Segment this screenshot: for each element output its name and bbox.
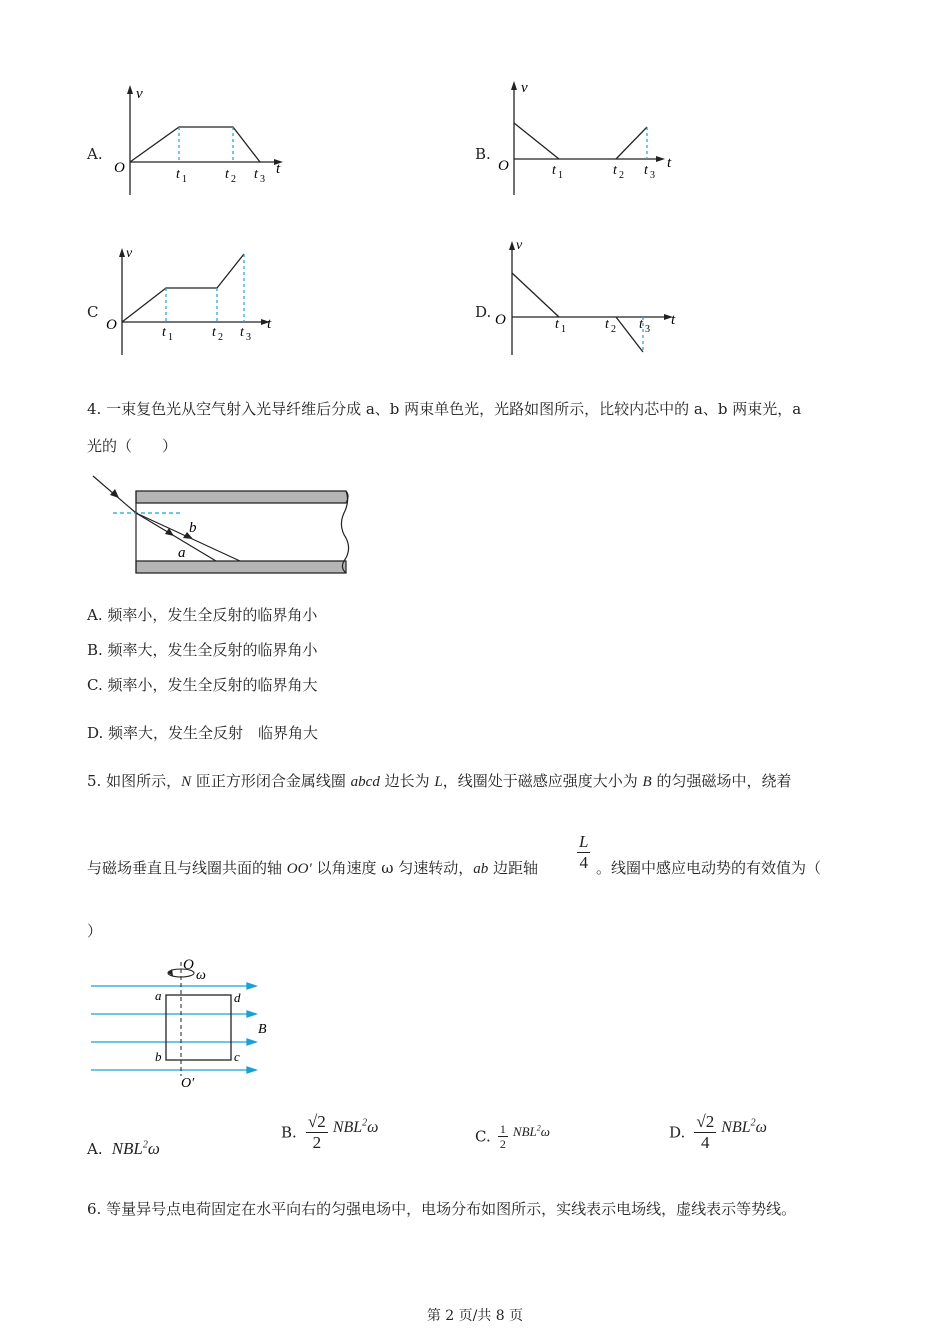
q6-stem: 6. 等量异号点电荷固定在水平向右的匀强电场中，电场分布如图所示，实线表示电场线，虚线表示等势线。 xyxy=(87,1200,797,1218)
svg-text:O: O xyxy=(106,317,117,333)
q5-coil-figure xyxy=(88,952,288,1092)
origin-label: O xyxy=(114,160,125,176)
q5-stem-line2: 与磁场垂直且与线圈共面的轴 OO′ 以角速度 ω 匀速转动，ab 边距轴 xyxy=(87,859,539,877)
svg-text:2: 2 xyxy=(231,174,236,185)
svg-text:3: 3 xyxy=(260,174,265,185)
svg-text:t: t xyxy=(667,155,672,171)
svg-text:c: c xyxy=(234,1049,240,1064)
svg-text:1: 1 xyxy=(558,170,563,181)
svg-text:d: d xyxy=(234,990,241,1005)
svg-text:3: 3 xyxy=(650,170,655,181)
q5-stem-line3: ） xyxy=(87,922,103,940)
svg-text:t: t xyxy=(639,317,643,332)
graph-a-label: A. xyxy=(87,145,103,163)
q4-option-b: B. 频率大，发生全反射的临界角小 xyxy=(87,641,318,659)
svg-text:1: 1 xyxy=(168,332,173,343)
q5-option-a: A. NBL$^2$ω xyxy=(87,1139,160,1158)
svg-text:ω: ω xyxy=(196,968,206,983)
graph-c xyxy=(100,240,290,360)
svg-text:2: 2 xyxy=(619,170,624,181)
graph-d xyxy=(492,235,692,360)
svg-text:O: O xyxy=(495,312,506,328)
graph-b xyxy=(490,75,690,200)
svg-text:t: t xyxy=(605,317,609,332)
svg-text:v: v xyxy=(126,246,133,261)
q5-fraction-l-over-4: $\frac{L}{4}$ xyxy=(579,832,589,872)
svg-text:O: O xyxy=(498,158,509,174)
q5-option-b: B. $\frac{√2}{2}$ NBL$^2$ω xyxy=(281,1112,379,1152)
svg-text:b: b xyxy=(155,1049,162,1064)
svg-text:t: t xyxy=(671,312,676,328)
svg-text:v: v xyxy=(516,238,523,253)
axis-v-label: v xyxy=(136,86,143,102)
graph-b-label: B. xyxy=(475,145,491,163)
q4-stem-line1: 4. 一束复色光从空气射入光导纤维后分成 a、b 两束单色光，光路如图所示，比较内芯中的 a、b 两束光，a xyxy=(87,400,802,418)
svg-text:t: t xyxy=(267,316,272,332)
svg-text:t: t xyxy=(162,325,166,340)
svg-text:B: B xyxy=(258,1022,267,1037)
svg-text:t: t xyxy=(212,325,216,340)
svg-text:1: 1 xyxy=(561,324,566,335)
svg-text:t: t xyxy=(644,163,648,178)
q5-stem-line1: 5. 如图所示，N 匝正方形闭合金属线圈 abcd 边长为 L，线圈处于磁感应强度大小为 B 的匀强磁场中，绕着 xyxy=(87,772,792,790)
graph-d-label: D. xyxy=(475,303,492,321)
q4-option-a: A. 频率小，发生全反射的临界角小 xyxy=(87,606,318,624)
svg-text:t: t xyxy=(613,163,617,178)
page-footer: 第 2 页/共 8 页 xyxy=(426,1308,524,1324)
t1-label: t xyxy=(176,167,180,182)
t2-label: t xyxy=(225,167,229,182)
svg-text:2: 2 xyxy=(611,324,616,335)
axis-t-label: t xyxy=(276,161,281,177)
svg-text:t: t xyxy=(240,325,244,340)
q4-stem-line2: 光的（ ） xyxy=(87,437,178,455)
q5-option-c: C. $\frac{1}{2}$ $^{NBL^2\omega}$ xyxy=(475,1122,550,1151)
svg-text:3: 3 xyxy=(246,332,251,343)
q5-option-d: D. $\frac{√2}{4}$ NBL$^2$ω xyxy=(669,1112,767,1152)
svg-text:t: t xyxy=(555,317,559,332)
svg-text:3: 3 xyxy=(645,324,650,335)
q4-fiber-figure xyxy=(88,468,358,580)
q4-option-d: D. 频率大，发生全反射 临界角大 xyxy=(87,724,319,742)
ray-b-label: b xyxy=(189,520,197,536)
svg-text:t: t xyxy=(552,163,556,178)
svg-text:a: a xyxy=(155,988,162,1003)
svg-text:O: O xyxy=(183,957,194,973)
graph-c-label: C xyxy=(87,303,99,321)
q5-stem-line2-end: 。线圈中感应电动势的有效值为（ xyxy=(596,859,822,877)
ray-a-label: a xyxy=(178,545,186,561)
svg-text:2: 2 xyxy=(218,332,223,343)
svg-text:1: 1 xyxy=(182,174,187,185)
t3-label: t xyxy=(254,167,258,182)
svg-text:v: v xyxy=(521,80,528,96)
svg-text:O′: O′ xyxy=(181,1076,195,1091)
q4-option-c: C. 频率小，发生全反射的临界角大 xyxy=(87,676,318,694)
graph-a xyxy=(100,80,300,200)
